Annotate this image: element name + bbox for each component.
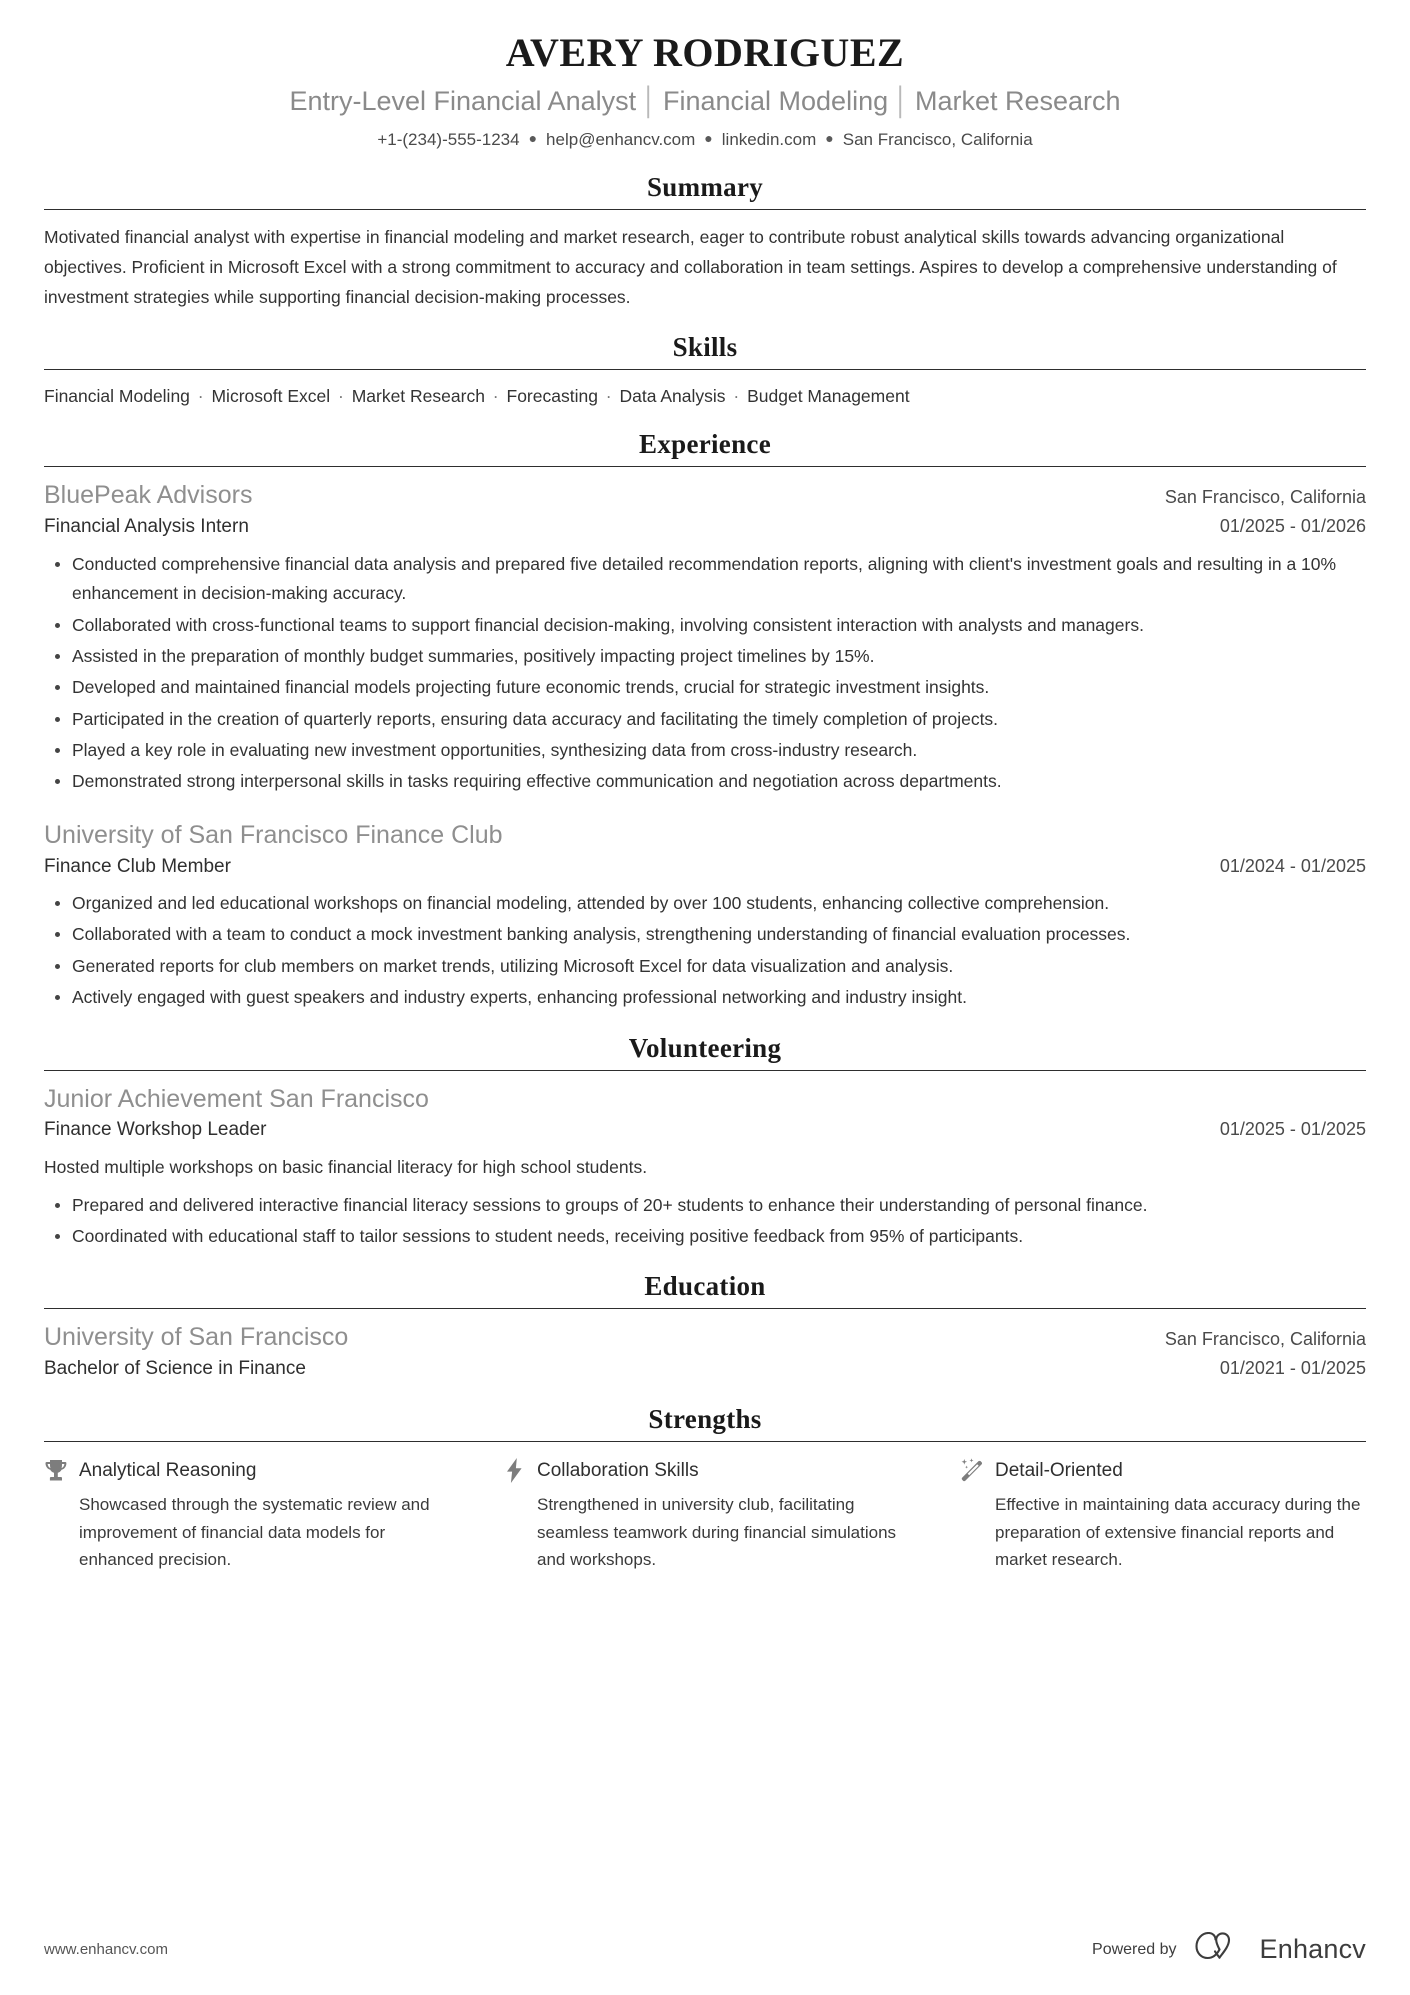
entry-organization: University of San Francisco Finance Club [44,820,503,849]
trophy-icon [44,1458,68,1484]
list-item: Played a key role in evaluating new investment opportunities, synthesizing data from cross-industry research. [44,736,1366,765]
entry-organization: Junior Achievement San Francisco [44,1084,429,1113]
strength-title: Collaboration Skills [537,1459,699,1481]
entry-org-row [44,819,1366,853]
section-summary [44,172,1366,312]
headline-part-2: Financial Modeling [662,86,889,116]
list-item: Conducted comprehensive financial data analysis and prepared five detailed recommendation reports, aligning with client's investment goals and resulting in a 10% enhancement in decision-making accuracy. [44,550,1366,609]
section-title-summary: Summary [646,171,764,202]
entry-dates: 01/2021 - 01/2025 [1219,1358,1366,1379]
enhancv-logo-icon [1193,1932,1249,1967]
entry-role: Bachelor of Science in Finance [44,1358,306,1380]
list-item: Organized and led educational workshops on financial modeling, attended by over 100 students, enhancing collective comprehension. [44,889,1366,918]
entry-dates: 01/2025 - 01/2025 [1219,1119,1366,1140]
skill-separator-icon: · [728,386,745,407]
volunteering-entries [44,1071,1366,1252]
list-item: Developed and maintained financial models projecting future economic trends, crucial for strategic investment insights. [44,673,1366,702]
section-title-skills: Skills [672,332,738,363]
headline [44,82,1366,121]
list-item: Prepared and delivered interactive financial literacy sessions to groups of 20+ students to enhance their understanding of personal finance. [44,1191,1366,1220]
entry-organization: University of San Francisco [44,1323,349,1352]
resume-entry [44,467,1366,796]
entry-role: Finance Club Member [44,855,231,877]
resume-header [44,0,1366,152]
list-item: Collaborated with a team to conduct a mock investment banking analysis, strengthening understanding of financial evaluation processes. [44,920,1366,949]
enhancv-brand-name: Enhancv [1259,1934,1366,1964]
section-title-strengths: Strengths [648,1403,762,1434]
section-strengths [44,1404,1366,1574]
headline-part-3: Market Research [914,86,1121,116]
entry-dates: 01/2025 - 01/2026 [1219,516,1366,537]
skill-item: Budget Management [747,386,910,407]
strength-header [960,1458,1366,1485]
skill-separator-icon: · [600,386,617,407]
entry-role-row [44,1355,1366,1384]
entry-role-row [44,853,1366,882]
experience-entries [44,467,1366,1012]
footer-url[interactable]: www.enhancv.com [44,1941,168,1958]
contact-location: San Francisco, California [842,130,1033,150]
headline-divider-icon: │ [641,86,658,116]
strength-description: Showcased through the systematic review and improvement of financial data models for enhanced precision. [79,1495,430,1570]
contact-phone: +1-(234)-555-1234 [377,130,520,150]
skill-item: Financial Modeling [44,386,190,407]
bullet-separator-icon: ● [825,130,834,147]
resume-entry [44,1071,1366,1252]
enhancv-brand [1193,1932,1366,1967]
skill-item: Forecasting [506,386,598,407]
list-item: Actively engaged with guest speakers and industry experts, enhancing professional networking and industry insight. [44,983,1366,1012]
entry-dates: 01/2024 - 01/2025 [1219,855,1366,876]
strength-description: Effective in maintaining data accuracy during the preparation of extensive financial reports and market research. [995,1495,1361,1570]
section-volunteering [44,1033,1366,1252]
magic-wand-icon [960,1458,984,1484]
contact-linkedin[interactable]: linkedin.com [721,130,817,150]
list-item: Collaborated with cross-functional teams to support financial decision-making, involving consistent interaction with analysts and managers. [44,611,1366,640]
entry-role-row [44,1116,1366,1145]
entry-organization: BluePeak Advisors [44,481,253,510]
contact-email[interactable]: help@enhancv.com [546,130,696,150]
entry-bullet-list [44,881,1366,1013]
section-title-volunteering: Volunteering [628,1032,782,1063]
bullet-separator-icon: ● [704,130,713,147]
skill-separator-icon: · [333,386,349,407]
strength-item [502,1458,960,1574]
skills-list [44,370,1366,409]
entry-org-row [44,1083,1366,1117]
section-title-experience: Experience [639,429,771,460]
entry-role: Finance Workshop Leader [44,1119,267,1141]
powered-by-label: Powered by [1092,1940,1177,1958]
entry-bullet-list [44,1183,1366,1252]
strength-header [44,1458,450,1485]
entry-description: Hosted multiple workshops on basic financial literacy for high school students. [44,1156,648,1177]
footer-brand-area [1092,1932,1366,1967]
summary-text: Motivated financial analyst with expertise in financial modeling and market research, eager to contribute robust analytical skills towards advancing organizational objectives. Proficient in Microsoft Excel with a strong commitment to accuracy and collaboration in team settings. Aspires to develop a comprehensive understanding of investment strategies while supporting financial decision-making processes. [44,226,1337,308]
list-item: Generated reports for club members on market trends, utilizing Microsoft Excel for data visualization and analysis. [44,952,1366,981]
resume-footer [44,1932,1366,1967]
strength-title: Detail-Oriented [995,1459,1123,1481]
section-experience [44,429,1366,1012]
bullet-separator-icon: ● [528,130,538,147]
list-item: Coordinated with educational staff to tailor sessions to student needs, receiving positive feedback from 95% of participants. [44,1222,1366,1251]
contact-line [44,128,1366,152]
strength-item [960,1458,1366,1574]
section-title-education: Education [644,1271,766,1302]
list-item: Demonstrated strong interpersonal skills in tasks requiring effective communication and negotiation across departments. [44,767,1366,796]
skill-item: Market Research [351,386,485,407]
headline-divider-icon: │ [893,86,910,116]
section-education [44,1271,1366,1383]
lightning-bolt-icon [502,1458,526,1484]
strength-description: Strengthened in university club, facilitating seamless teamwork during financial simulations and workshops. [537,1495,897,1570]
skill-item: Data Analysis [619,386,726,407]
strength-header [502,1458,908,1485]
entry-org-row [44,479,1366,513]
skill-separator-icon: · [487,386,504,407]
list-item: Participated in the creation of quarterly reports, ensuring data accuracy and facilitating the timely completion of projects. [44,705,1366,734]
entry-location: San Francisco, California [1164,1329,1366,1350]
strengths-grid [44,1442,1366,1574]
entry-location: San Francisco, California [1164,487,1366,508]
page-title: AVERY RODRIGUEZ [505,30,905,75]
skill-item: Microsoft Excel [211,386,331,407]
skill-separator-icon: · [192,386,209,407]
section-skills [44,332,1366,409]
headline-part-1: Entry-Level Financial Analyst [289,86,637,116]
entry-role-row [44,513,1366,542]
strength-item [44,1458,502,1574]
strength-title: Analytical Reasoning [79,1459,257,1481]
entry-role: Financial Analysis Intern [44,516,249,538]
entry-bullet-list [44,542,1366,797]
education-entries [44,1309,1366,1383]
entry-org-row [44,1321,1366,1355]
list-item: Assisted in the preparation of monthly budget summaries, positively impacting project timelines by 15%. [44,642,1366,671]
resume-entry [44,1309,1366,1383]
resume-entry [44,797,1366,1013]
